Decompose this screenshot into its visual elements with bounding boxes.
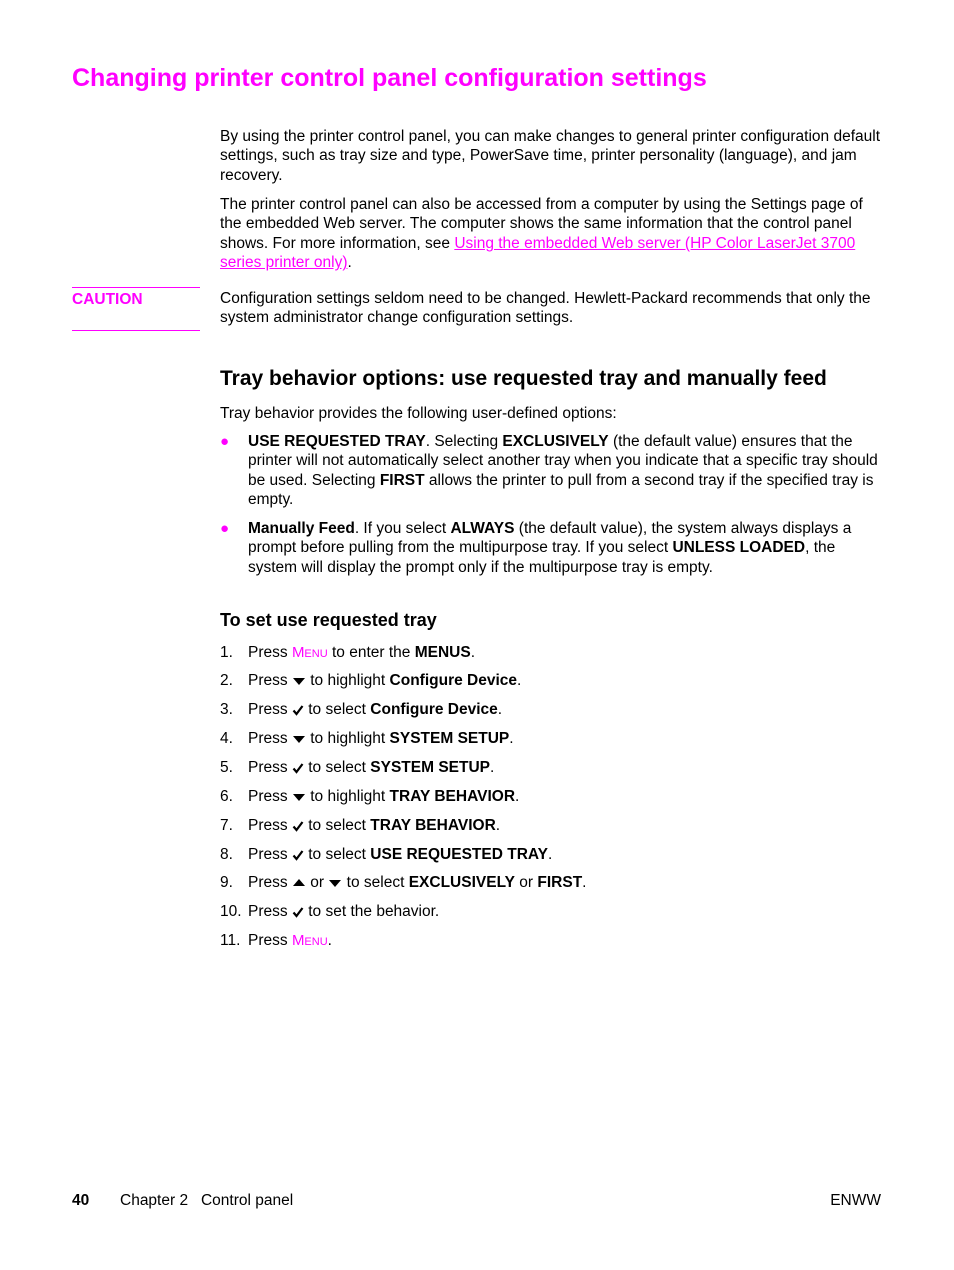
step-number: 10.	[220, 903, 242, 920]
page-number: 40	[72, 1192, 90, 1209]
down-arrow-icon	[292, 734, 306, 744]
checkmark-icon	[292, 849, 304, 861]
step-text: Press Menu to enter the MENUS.	[248, 644, 476, 661]
embedded-web-server-link[interactable]: Using the embedded Web server (HP Color LaserJet 3700 series printer only)	[220, 234, 856, 272]
menu-key: Menu	[291, 932, 328, 949]
down-arrow-icon	[292, 676, 306, 686]
step-number: 8.	[220, 846, 233, 863]
caution-label: CAUTION	[72, 291, 143, 308]
step-number: 5.	[220, 759, 233, 776]
step-number: 7.	[220, 817, 233, 834]
intro-paragraph-2-text: The printer control panel can also be accessed from a computer by using the Settings page of the embedded Web server. The computer shows the same information that the control panel shows. For more information, see	[220, 196, 863, 252]
step-number: 1.	[220, 644, 233, 661]
checkmark-icon	[292, 820, 304, 832]
step-number: 3.	[220, 701, 233, 718]
section-intro: Tray behavior provides the following user-defined options:	[220, 405, 617, 422]
down-arrow-icon	[292, 792, 306, 802]
procedure-title: To set use requested tray	[220, 610, 437, 630]
caution-rule	[72, 287, 200, 331]
down-arrow-icon	[328, 878, 342, 888]
step-text: Press to highlight TRAY BEHAVIOR.	[248, 788, 520, 805]
bullet-text: Manually Feed. If you select ALWAYS (the default value), the system always displays a prompt before pulling from the multipurpose tray. If you select UNLESS LOADED, the system will display the prompt only if the multipurpose tray is empty.	[248, 520, 852, 576]
checkmark-icon	[292, 906, 304, 918]
up-arrow-icon	[292, 878, 306, 888]
chapter-label: Chapter 2 Control panel	[120, 1192, 294, 1209]
step-text: Press to select SYSTEM SETUP.	[248, 759, 495, 776]
step-number: 4.	[220, 730, 233, 747]
step-text: Press to highlight Configure Device.	[248, 672, 522, 689]
checkmark-icon	[292, 762, 304, 774]
step-number: 11.	[220, 932, 241, 949]
menu-key: Menu	[291, 644, 328, 661]
intro-paragraph-1: By using the printer control panel, you can make changes to general printer configuration default settings, such as tray size and type, PowerSave time, printer personality (language), and jam recovery.	[220, 128, 881, 184]
step-text: Press to set the behavior.	[248, 903, 440, 920]
step-text: Press to highlight SYSTEM SETUP.	[248, 730, 514, 747]
bullet-icon: ●	[220, 520, 230, 537]
step-number: 2.	[220, 672, 233, 689]
section-title: Tray behavior options: use requested tray and manually feed	[220, 367, 827, 390]
intro-paragraph-2	[220, 195, 880, 273]
bullet-text: USE REQUESTED TRAY. Selecting EXCLUSIVELY (the default value) ensures that the printer will not automatically select another tray when you indicate that a specific tray should be used. Selecting FIRST allows the printer to pull from a second tray if the specified tray is empty.	[248, 433, 878, 509]
step-number: 9.	[220, 874, 233, 891]
step-text: Press Menu.	[248, 932, 332, 949]
intro-paragraph-2-end: .	[347, 254, 352, 272]
page-title: Changing printer control panel configuration settings	[72, 64, 707, 92]
step-text: Press to select Configure Device.	[248, 701, 503, 718]
footer-code: ENWW	[830, 1192, 881, 1209]
caution-text: Configuration settings seldom need to be changed. Hewlett-Packard recommends that only the system administrator change configuration settings.	[220, 290, 871, 327]
bullet-icon: ●	[220, 433, 230, 450]
step-number: 6.	[220, 788, 233, 805]
step-text: Press to select TRAY BEHAVIOR.	[248, 817, 501, 834]
step-text: Press to select USE REQUESTED TRAY.	[248, 846, 553, 863]
step-text: Press or to select EXCLUSIVELY or FIRST.	[248, 874, 587, 891]
checkmark-icon	[292, 704, 304, 716]
